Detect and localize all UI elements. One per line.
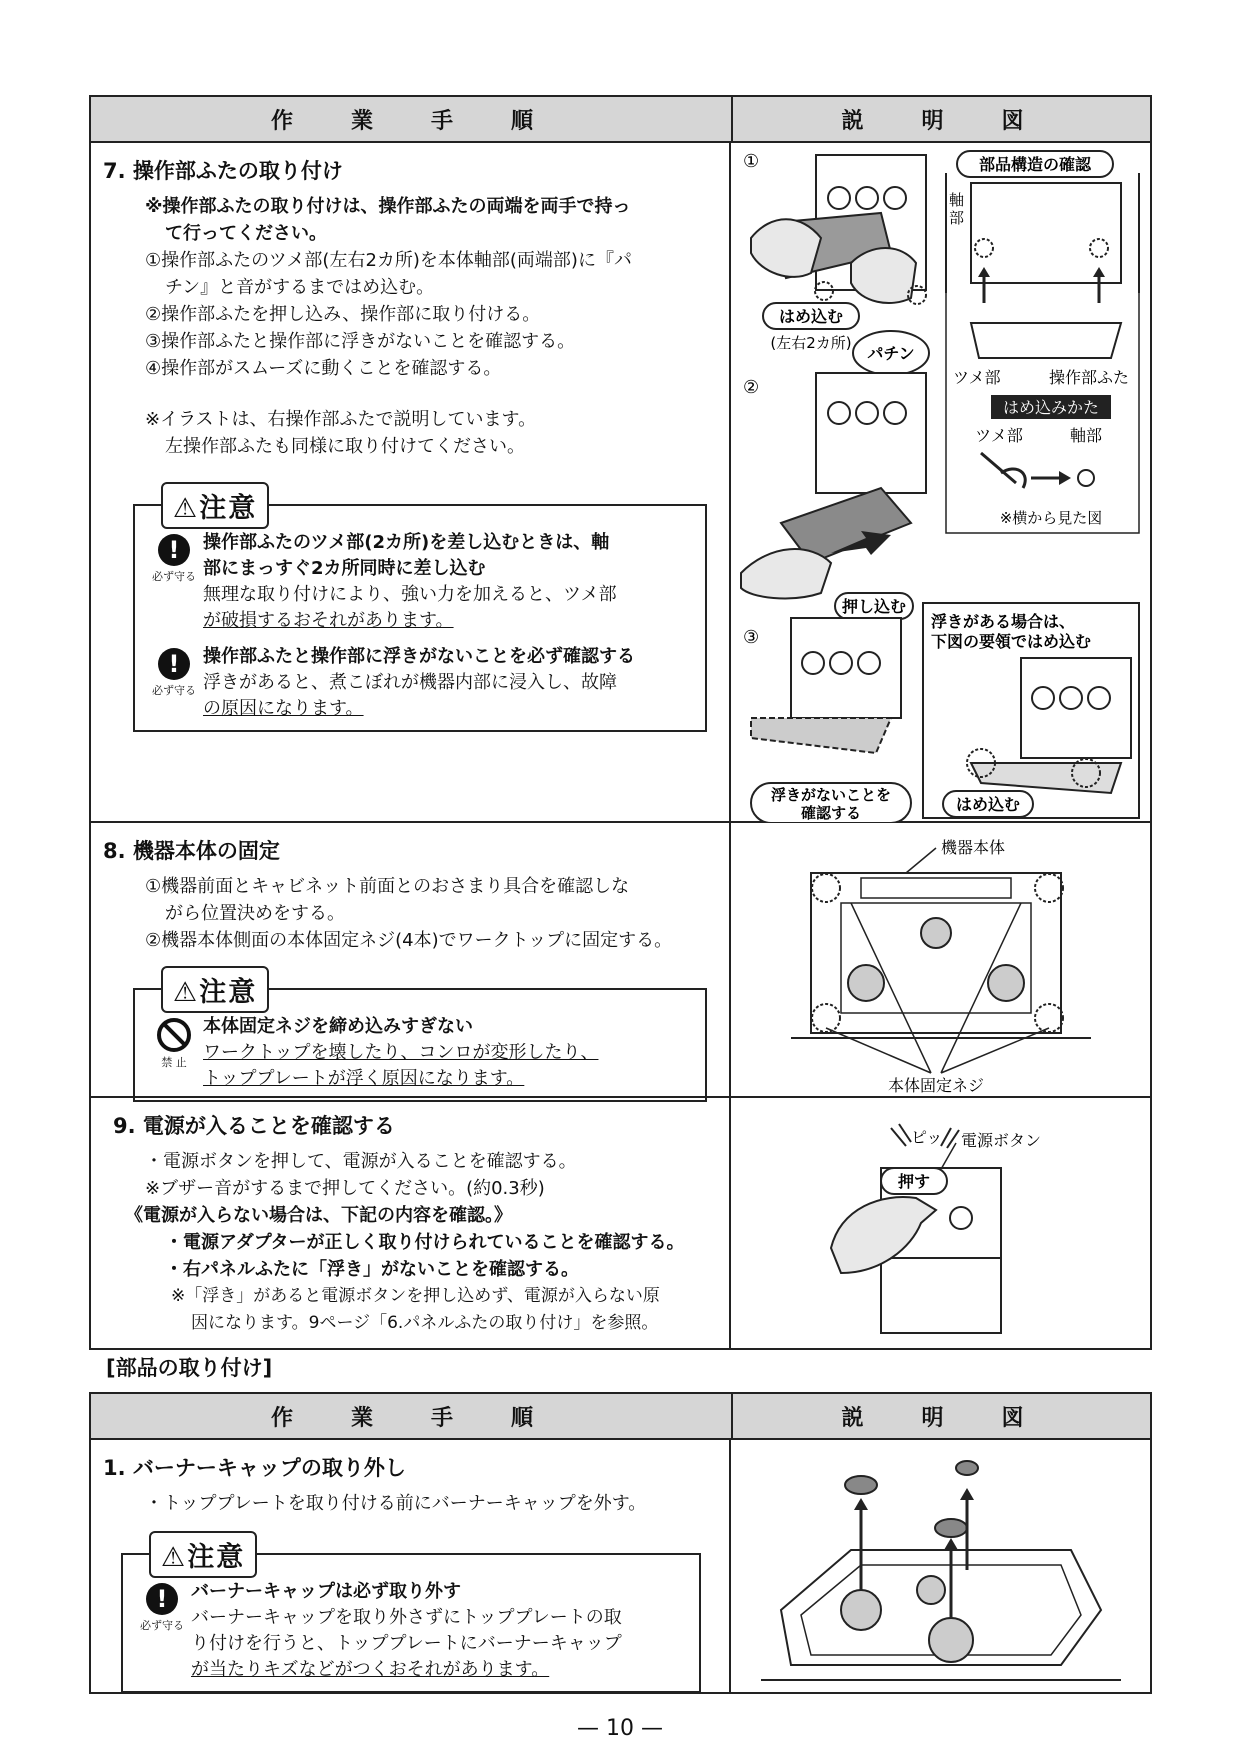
fig-callout: 下図の要領ではめ込む <box>931 632 1092 651</box>
caution-body-cont: が当たりキズなどがつくおそれがあります。 <box>191 1659 550 1680</box>
step-9-note: ※「浮き」があると電源ボタンを押し込めず、電源が入らない原 <box>171 1286 660 1306</box>
step-9-title: 9. 電源が入ることを確認する <box>113 1114 395 1138</box>
fig-callout: はめ込む <box>955 795 1021 814</box>
caution-title-cont: 部にまっすぐ2カ所同時に差し込む <box>203 558 486 579</box>
fig-callout: 部 <box>949 209 965 227</box>
step-8-instruction-cont: がら位置決めをする。 <box>165 903 345 924</box>
fig-callout: 本体固定ネジ <box>887 1076 985 1095</box>
step-7-note-cont: て行ってください。 <box>165 223 327 244</box>
step-9-note: ※ブザー音がするまで押してください。(約0.3秒) <box>145 1178 545 1199</box>
fig-callout: はめ込む <box>778 307 844 326</box>
step-7-illustration-note: ※イラストは、右操作部ふたで説明しています。 <box>145 409 537 430</box>
header-diagram: 説 明 図 <box>841 1405 1042 1431</box>
header-procedure: 作 業 手 順 <box>91 1394 733 1438</box>
fig-callout: 浮きがないことを <box>770 786 892 804</box>
header-procedure: 作 業 手 順 <box>91 97 733 141</box>
fig-number: ③ <box>743 627 760 648</box>
caution-title: 操作部ふたのツメ部(2カ所)を差し込むときは、軸 <box>203 532 610 553</box>
step-9-procedure <box>91 1098 731 1348</box>
caution-body: バーナーキャップを取り外さずにトッププレートの取 <box>191 1607 622 1628</box>
step-1-diagram <box>731 1440 1150 1692</box>
step-8-instruction: ②機器本体側面の本体固定ネジ(4本)でワークトップに固定する。 <box>145 930 673 951</box>
caution-label: ⚠注意 <box>161 482 269 529</box>
icon-label: 必ず守る <box>140 1619 184 1632</box>
step-7-illustration-note-cont: 左操作部ふたも同様に取り付けてください。 <box>165 436 525 457</box>
step-1-title: 1. バーナーキャップの取り外し <box>103 1456 406 1480</box>
step-9-heading: 《電源が入らない場合は、下記の内容を確認。》 <box>125 1205 512 1226</box>
fig-callout: 軸 <box>949 191 965 209</box>
caution-box <box>133 493 707 732</box>
fig-callout: はめ込みかた <box>1002 398 1100 417</box>
caution-body-cont: り付けを行うと、トッププレートにバーナーキャップ <box>191 1633 622 1654</box>
work-table-2 <box>89 1392 1152 1694</box>
caution-item <box>145 530 695 634</box>
caution-body-cont: トッププレートが浮く原因になります。 <box>203 1068 525 1089</box>
fig-callout: ピッ <box>911 1128 943 1147</box>
caution-body: ワークトップを壊したり、コンロが変形したり、 <box>203 1042 599 1063</box>
caution-title: バーナーキャップは必ず取り外す <box>191 1581 461 1602</box>
step-7-instruction: ②操作部ふたを押し込み、操作部に取り付ける。 <box>145 304 541 325</box>
step-7-diagram <box>731 143 1150 821</box>
caution-title: 操作部ふたと操作部に浮きがないことを必ず確認する <box>203 646 635 667</box>
step-7-row <box>91 143 1150 823</box>
fig-callout: (左右2カ所) <box>770 334 852 352</box>
fig-callout: 操作部ふた <box>1049 368 1130 387</box>
fig-callout: ※横から見た図 <box>999 509 1103 527</box>
step-7-title: 7. 操作部ふたの取り付け <box>103 159 343 183</box>
step-8-procedure <box>91 823 731 1096</box>
fig-callout: 浮きがある場合は、 <box>931 612 1076 631</box>
step-7-instruction: ③操作部ふたと操作部に浮きがないことを確認する。 <box>145 331 576 352</box>
caution-box <box>133 977 707 1102</box>
step-8-diagram <box>731 823 1150 1096</box>
fig-number: ① <box>743 151 760 172</box>
must-follow-icon: ! 必ず守る <box>145 530 203 634</box>
fig-callout: パチン <box>867 344 915 363</box>
must-follow-icon: ! 必ず守る <box>145 644 203 722</box>
table-header <box>91 1394 1150 1440</box>
fig-callout: 確認する <box>800 804 862 822</box>
caution-body-cont: の原因になります。 <box>203 698 364 719</box>
step-1-row <box>91 1440 1150 1692</box>
caution-item <box>133 1579 689 1683</box>
fig-callout: 機器本体 <box>941 838 1006 857</box>
caution-label: ⚠注意 <box>149 1531 257 1578</box>
step-1-procedure <box>91 1440 731 1692</box>
step-1-instruction: ・トッププレートを取り付ける前にバーナーキャップを外す。 <box>145 1493 647 1514</box>
fig-callout: 電源ボタン <box>961 1131 1042 1150</box>
icon-label: 必ず守る <box>152 570 196 583</box>
step-8-row <box>91 823 1150 1098</box>
icon-label: 禁 止 <box>161 1056 187 1069</box>
fig-callout: 軸部 <box>1069 426 1103 445</box>
step-8-instruction: ①機器前面とキャビネット前面とのおさまり具合を確認しな <box>145 876 630 897</box>
fig-callout: ツメ部 <box>975 426 1023 445</box>
step-9-row <box>91 1098 1150 1348</box>
caution-item <box>145 644 695 722</box>
power-button-illustration <box>731 1098 1150 1348</box>
icon-label: 必ず守る <box>152 684 196 697</box>
step-9-check: ・右パネルふたに「浮き」がないことを確認する。 <box>165 1259 579 1280</box>
page-number: — 10 — <box>577 1716 663 1741</box>
work-table-1 <box>89 95 1152 1350</box>
fig-callout: 押す <box>897 1172 931 1191</box>
caution-box <box>121 1542 701 1693</box>
caution-body: 無理な取り付けにより、強い力を加えると、ツメ部 <box>203 584 617 605</box>
fig-callout: ツメ部 <box>953 368 1001 387</box>
section-label: [部品の取り付け] <box>106 1356 273 1380</box>
caution-title: 本体固定ネジを締め込みすぎない <box>203 1016 473 1037</box>
step-7-instruction: ①操作部ふたのツメ部(左右2カ所)を本体軸部(両端部)に『パ <box>145 250 632 271</box>
step-7-instruction: ④操作部がスムーズに動くことを確認する。 <box>145 358 502 379</box>
burner-cap-illustration <box>731 1440 1150 1692</box>
operation-cover-illustration <box>731 143 1150 823</box>
step-7-instruction-cont: チン』と音がするまではめ込む。 <box>165 277 435 298</box>
step-7-note: ※操作部ふたの取り付けは、操作部ふたの両端を両手で持っ <box>145 196 631 217</box>
prohibited-icon <box>145 1014 203 1092</box>
step-9-note-cont: 因になります。9ページ「6.パネルふたの取り付け」を参照。 <box>191 1313 659 1333</box>
step-9-instruction: ・電源ボタンを押して、電源が入ることを確認する。 <box>145 1151 577 1172</box>
step-8-title: 8. 機器本体の固定 <box>103 839 280 863</box>
fig-callout: 押し込む <box>841 597 907 616</box>
step-9-check: ・電源アダプターが正しく取り付けられていることを確認する。 <box>165 1232 685 1253</box>
table-header <box>91 97 1150 143</box>
must-follow-icon: ! 必ず守る <box>133 1579 191 1683</box>
caution-body: 浮きがあると、煮こぼれが機器内部に浸入し、故障 <box>203 672 617 693</box>
caution-item <box>145 1014 695 1092</box>
fig-callout: 部品構造の確認 <box>978 155 1092 174</box>
fig-number: ② <box>743 377 760 398</box>
header-diagram: 説 明 図 <box>841 108 1042 134</box>
caution-label: ⚠注意 <box>161 966 269 1013</box>
step-7-procedure <box>91 143 731 821</box>
step-9-diagram <box>731 1098 1150 1348</box>
caution-body-cont: が破損するおそれがあります。 <box>203 610 454 631</box>
unit-fixing-illustration <box>731 823 1150 1098</box>
